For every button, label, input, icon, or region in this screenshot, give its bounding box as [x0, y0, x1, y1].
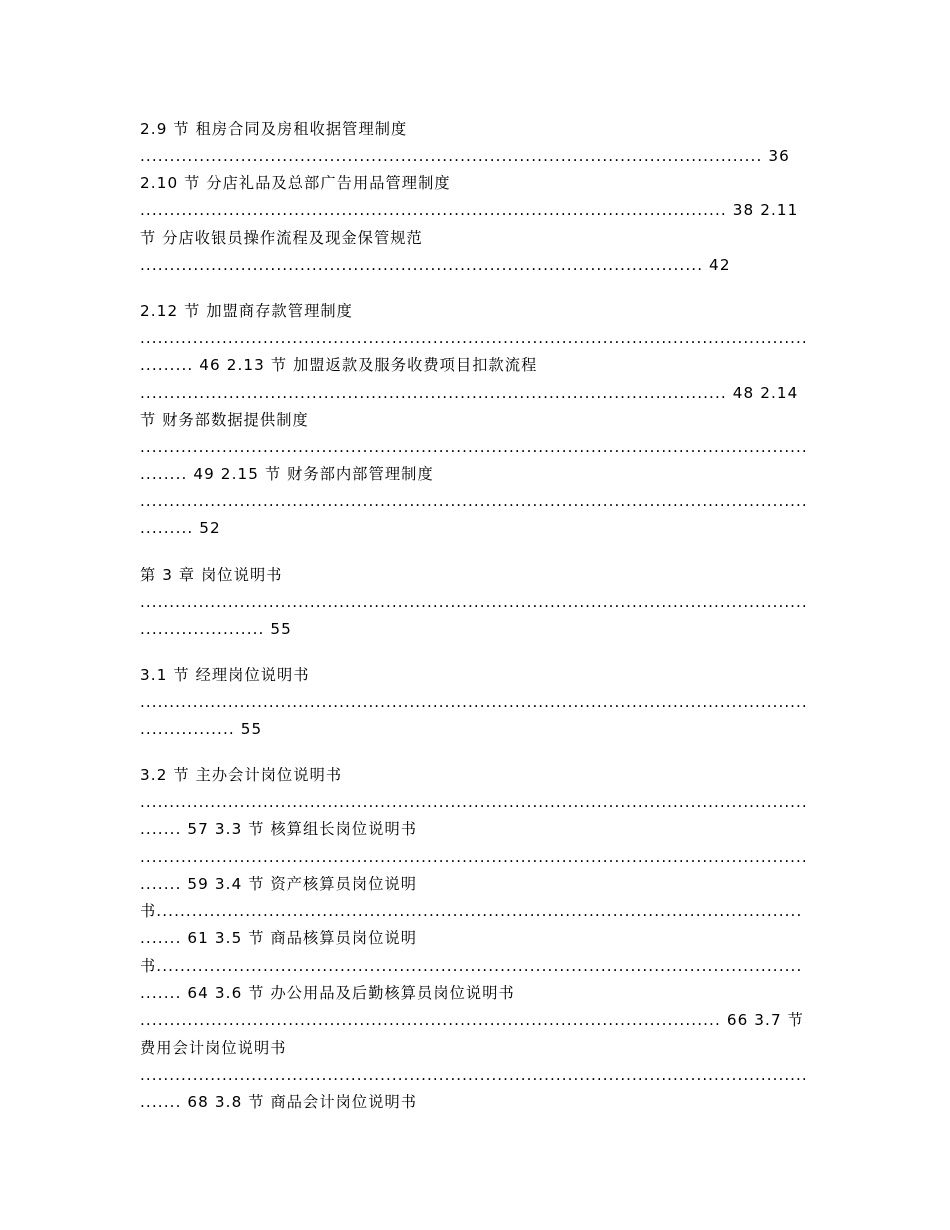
toc-line: ............................................................................................... 42 [140, 256, 731, 274]
toc-line: .................................................................................................................. [140, 593, 808, 611]
toc-line: ................ 55 [140, 720, 263, 738]
toc-line: 2.9 节 租房合同及房租收据管理制度 [140, 120, 408, 138]
toc-line: .................................................................................................................. [140, 793, 808, 811]
toc-line: ....... 68 3.8 节 商品会计岗位说明书 [140, 1093, 418, 1111]
toc-line: 3.1 节 经理岗位说明书 [140, 666, 310, 684]
toc-line: ................................................................................................... 38 2.11 [140, 201, 799, 219]
toc-line: ......... 52 [140, 519, 221, 537]
toc-line: 3.2 节 主办会计岗位说明书 [140, 766, 343, 784]
toc-line: 书............................................................................................................. [140, 957, 803, 975]
toc-line: ..................... 55 [140, 620, 292, 638]
toc-line: ....... 64 3.6 节 办公用品及后勤核算员岗位说明书 [140, 984, 515, 1002]
toc-line: 节 财务部数据提供制度 [140, 411, 309, 429]
toc-line: ....... 57 3.3 节 核算组长岗位说明书 [140, 820, 418, 838]
toc-line: 第 3 章 岗位说明书 [140, 566, 283, 584]
toc-line: 节 分店收银员操作流程及现金保管规范 [140, 229, 423, 247]
toc-line: 2.12 节 加盟商存款管理制度 [140, 302, 353, 320]
toc-line: 2.10 节 分店礼品及总部广告用品管理制度 [140, 174, 451, 192]
toc-line: 费用会计岗位说明书 [140, 1039, 287, 1057]
toc-line: ................................................................................................... 48 2.14 [140, 384, 799, 402]
toc-line: ....... 61 3.5 节 商品核算员岗位说明 [140, 929, 418, 947]
toc-line: .................................................................................................. 66 3.7 节 [140, 1011, 804, 1029]
toc-line: ........ 49 2.15 节 财务部内部管理制度 [140, 465, 434, 483]
toc-line: .................................................................................................................. [140, 438, 808, 456]
toc-line: .................................................................................................................. [140, 492, 808, 510]
toc-line: ......................................................................................................... 36 [140, 147, 790, 165]
toc-line: .................................................................................................................. [140, 1066, 808, 1084]
toc-line: 书............................................................................................................. [140, 902, 803, 920]
toc-line: .................................................................................................................. [140, 848, 808, 866]
toc-line: .................................................................................................................. [140, 329, 808, 347]
toc-line: ....... 59 3.4 节 资产核算员岗位说明 [140, 875, 418, 893]
toc-line: ......... 46 2.13 节 加盟返款及服务收费项目扣款流程 [140, 356, 538, 374]
toc-line: .................................................................................................................. [140, 693, 808, 711]
